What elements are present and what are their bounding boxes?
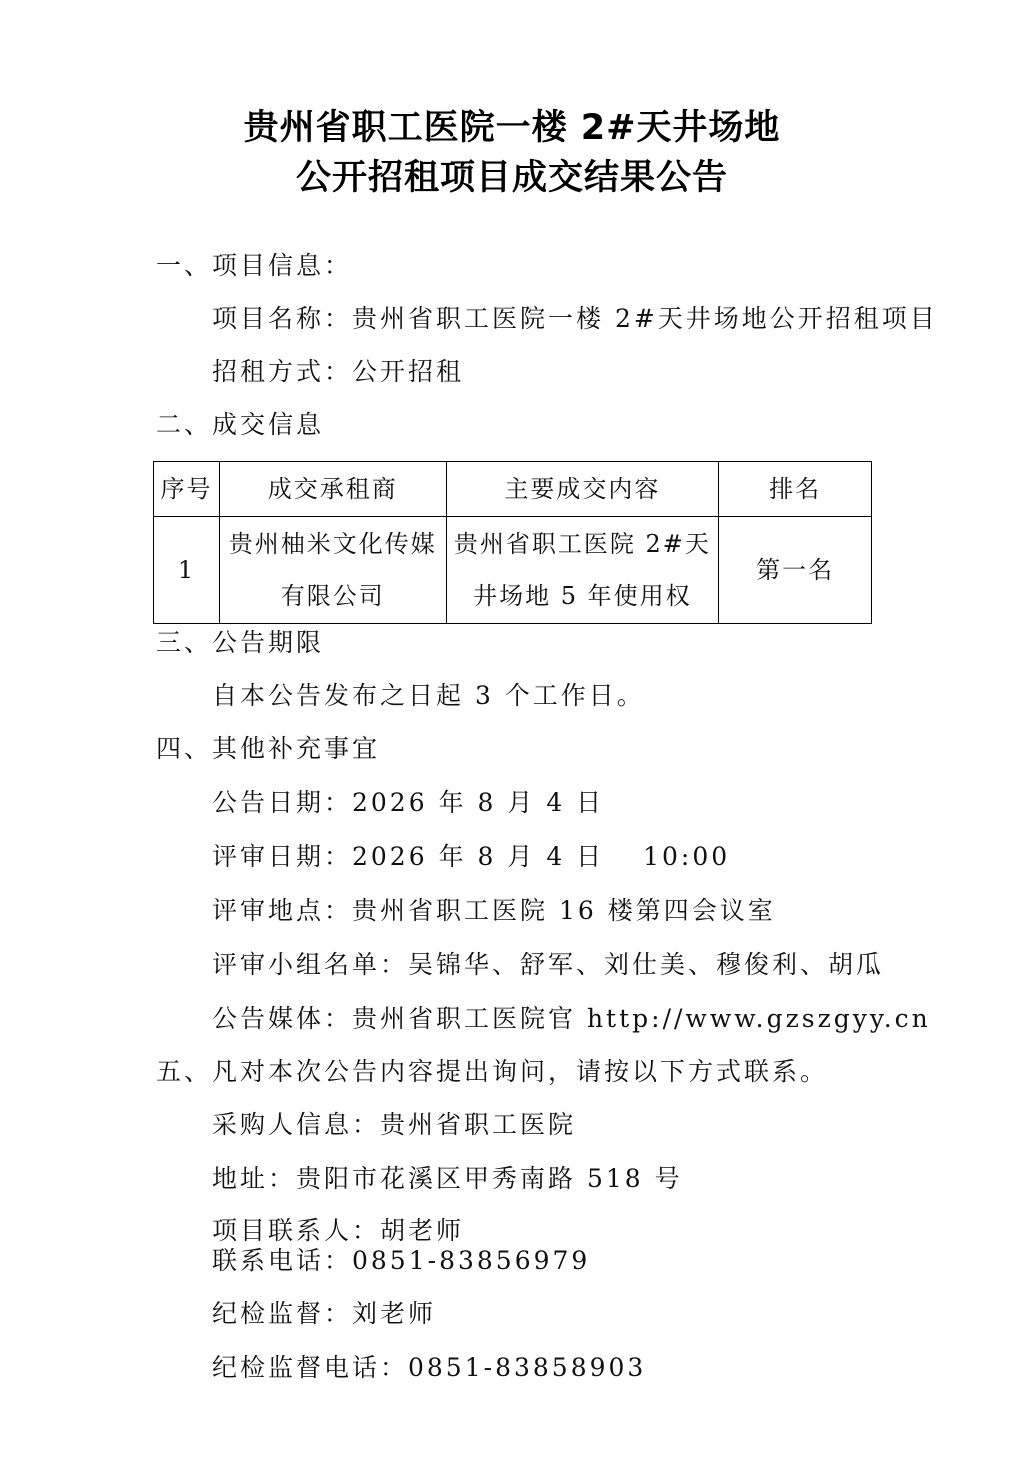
buyer-address: 地址：贵阳市花溪区甲秀南路 518 号	[212, 1164, 683, 1193]
section-project-info-heading: 一、项目信息：	[156, 251, 353, 280]
notice-date: 公告日期：2026 年 8 月 4 日	[212, 788, 605, 817]
section-other-matters-heading: 四、其他补充事宜	[156, 734, 381, 763]
cell-content	[446, 517, 719, 624]
notice-media: 公告媒体：贵州省职工医院官 http://www.gzszgyy.cn	[212, 1004, 931, 1033]
review-place: 评审地点：贵州省职工医院 16 楼第四会议室	[212, 896, 776, 925]
header-index: 序号	[154, 462, 220, 517]
cell-index: 1	[154, 517, 220, 624]
notice-period-text: 自本公告发布之日起 3 个工作日。	[212, 681, 645, 710]
content-line-2: 井场地 5 年使用权	[473, 582, 692, 610]
title-line-2: 公开招租项目成交结果公告	[295, 158, 728, 198]
deal-table	[153, 461, 872, 624]
section-notice-period-heading: 三、公告期限	[156, 628, 325, 657]
header-rank: 排名	[719, 462, 872, 517]
cell-vendor	[219, 517, 446, 624]
table-row	[154, 517, 872, 624]
contact-phone: 联系电话：0851-83856979	[212, 1246, 591, 1275]
title-line-1: 贵州省职工医院一楼 2#天井场地	[243, 108, 781, 148]
header-vendor: 成交承租商	[219, 462, 446, 517]
project-contact: 项目联系人：胡老师	[212, 1216, 465, 1245]
buyer-info: 采购人信息：贵州省职工医院	[212, 1110, 577, 1139]
review-panel: 评审小组名单：吴锦华、舒军、刘仕美、穆俊利、胡瓜	[212, 950, 885, 979]
rental-method: 招租方式：公开招租	[212, 357, 465, 386]
vendor-line-1: 贵州柚米文化传媒	[228, 530, 437, 558]
vendor-line-2: 有限公司	[280, 582, 385, 610]
content-line-1: 贵州省职工医院 2#天	[453, 530, 711, 558]
review-date: 评审日期：2026 年 8 月 4 日 10:00	[212, 842, 731, 871]
supervisor-phone: 纪检监督电话：0851-83858903	[212, 1353, 647, 1382]
table-header-row	[154, 462, 872, 517]
section-deal-info-heading: 二、成交信息	[156, 410, 325, 439]
cell-rank: 第一名	[719, 517, 872, 624]
project-name: 项目名称：贵州省职工医院一楼 2#天井场地公开招租项目	[212, 304, 938, 333]
supervisor: 纪检监督：刘老师	[212, 1299, 437, 1328]
header-content: 主要成交内容	[446, 462, 719, 517]
section-contact-heading: 五、凡对本次公告内容提出询问，请按以下方式联系。	[156, 1057, 829, 1086]
